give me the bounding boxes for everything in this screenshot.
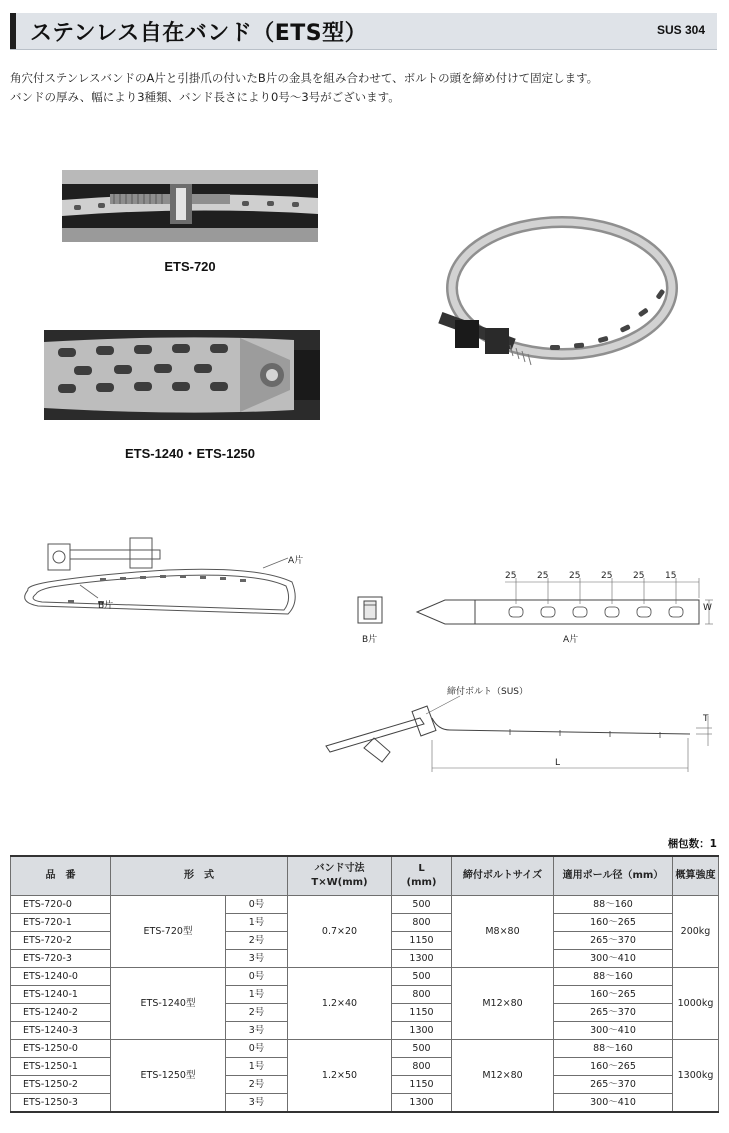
label-a-piece: A片	[288, 556, 304, 566]
cell-number: 3号	[226, 950, 288, 968]
cell-number: 3号	[226, 1094, 288, 1113]
cell-strength: 1300kg	[673, 1040, 719, 1113]
cell-bolt: M12×80	[452, 1040, 554, 1113]
cell-pole: 300～410	[554, 950, 673, 968]
cell-pole: 300～410	[554, 1094, 673, 1113]
cell-bolt: M8×80	[452, 896, 554, 968]
dim-end: 15	[665, 571, 677, 581]
dim-pitch-3: 25	[569, 571, 581, 581]
dim-pitch-4: 25	[601, 571, 613, 581]
header-band-size: バンド寸法 T×W(mm)	[288, 856, 392, 896]
cell-length: 800	[392, 914, 452, 932]
cell-type: ETS-1240型	[111, 968, 226, 1040]
dim-pitch-1: 25	[505, 571, 517, 581]
material-label: SUS 304	[656, 23, 705, 37]
cell-number: 1号	[226, 986, 288, 1004]
cell-number: 2号	[226, 932, 288, 950]
header-code: 品 番	[11, 856, 111, 896]
cell-code: ETS-1250-0	[11, 1040, 111, 1058]
cell-code: ETS-1240-3	[11, 1022, 111, 1040]
header-bolt: 締付ボルトサイズ	[452, 856, 554, 896]
cell-band-size: 1.2×50	[288, 1040, 392, 1113]
cell-length: 1150	[392, 1076, 452, 1094]
label-t: T	[703, 714, 709, 724]
cell-length: 500	[392, 1040, 452, 1058]
cell-code: ETS-1240-0	[11, 968, 111, 986]
label-l: L	[555, 758, 561, 768]
cell-pole: 88～160	[554, 896, 673, 914]
cell-number: 1号	[226, 1058, 288, 1076]
cell-pole: 160～265	[554, 986, 673, 1004]
header-accent-bar	[10, 13, 16, 49]
cell-code: ETS-720-0	[11, 896, 111, 914]
label-bolt: 締付ボルト（SUS）	[447, 687, 529, 697]
caption-ets-720: ETS-720	[164, 259, 216, 274]
band-assembly-drawing	[8, 530, 308, 630]
cell-length: 1150	[392, 932, 452, 950]
cell-length: 800	[392, 1058, 452, 1076]
cell-type: ETS-720型	[111, 896, 226, 968]
cell-code: ETS-720-2	[11, 932, 111, 950]
cell-strength: 200kg	[673, 896, 719, 968]
cell-code: ETS-1240-2	[11, 1004, 111, 1022]
label-b-piece: B片	[98, 601, 114, 611]
cell-pole: 265～370	[554, 1004, 673, 1022]
cell-code: ETS-1240-1	[11, 986, 111, 1004]
cell-band-size: 0.7×20	[288, 896, 392, 968]
cell-code: ETS-1250-1	[11, 1058, 111, 1076]
dim-pitch-2: 25	[537, 571, 549, 581]
table-row	[11, 896, 719, 914]
photo-ets-720	[62, 170, 318, 242]
cell-length: 1300	[392, 1094, 452, 1113]
cell-number: 0号	[226, 896, 288, 914]
cell-number: 1号	[226, 914, 288, 932]
header-type: 形 式	[111, 856, 288, 896]
cell-band-size: 1.2×40	[288, 968, 392, 1040]
cell-code: ETS-1250-3	[11, 1094, 111, 1113]
cell-pole: 265～370	[554, 1076, 673, 1094]
cell-pole: 300～410	[554, 1022, 673, 1040]
packing-quantity: 梱包数：1	[667, 838, 717, 850]
cell-number: 0号	[226, 968, 288, 986]
page-header	[10, 13, 717, 50]
dim-pitch-5: 25	[633, 571, 645, 581]
cell-length: 500	[392, 968, 452, 986]
caption-ets-1240-1250: ETS-1240・ETS-1250	[124, 446, 256, 461]
table-header-row	[11, 856, 719, 896]
table-row	[11, 1040, 719, 1058]
label-a-piece-small: A片	[563, 635, 579, 645]
cell-pole: 88～160	[554, 1040, 673, 1058]
cell-bolt: M12×80	[452, 968, 554, 1040]
cell-pole: 160～265	[554, 1058, 673, 1076]
header-pole: 適用ポール径（mm）	[554, 856, 673, 896]
header-strength: 概算強度	[673, 856, 719, 896]
cell-code: ETS-1250-2	[11, 1076, 111, 1094]
cell-strength: 1000kg	[673, 968, 719, 1040]
cell-pole: 265～370	[554, 932, 673, 950]
description-line-2: バンドの厚み、幅により3種類、バンド長さにより0号～3号がございます。	[10, 90, 400, 104]
cell-pole: 88～160	[554, 968, 673, 986]
cell-length: 1300	[392, 1022, 452, 1040]
cell-length: 800	[392, 986, 452, 1004]
label-b-piece-small: B片	[362, 635, 378, 645]
cell-pole: 160～265	[554, 914, 673, 932]
b-piece-drawing	[356, 595, 384, 625]
photo-band-loop	[410, 200, 680, 395]
cell-number: 2号	[226, 1076, 288, 1094]
cell-number: 2号	[226, 1004, 288, 1022]
cell-code: ETS-720-1	[11, 914, 111, 932]
label-w: W	[703, 603, 712, 613]
cell-code: ETS-720-3	[11, 950, 111, 968]
spec-table	[10, 855, 719, 1113]
description-line-1: 角穴付ステンレスバンドのA片と引掛爪の付いたB片の金具を組み合わせて、ボルトの頭を締め付けて固定します。	[10, 71, 599, 85]
header-length: L (mm)	[392, 856, 452, 896]
side-view-drawing	[320, 690, 720, 775]
cell-length: 1150	[392, 1004, 452, 1022]
cell-length: 1300	[392, 950, 452, 968]
page-title: ステンレス自在バンド（ETS型）	[30, 21, 368, 46]
cell-length: 500	[392, 896, 452, 914]
cell-type: ETS-1250型	[111, 1040, 226, 1113]
photo-ets-1240	[44, 330, 320, 420]
cell-number: 3号	[226, 1022, 288, 1040]
table-row	[11, 968, 719, 986]
cell-number: 0号	[226, 1040, 288, 1058]
